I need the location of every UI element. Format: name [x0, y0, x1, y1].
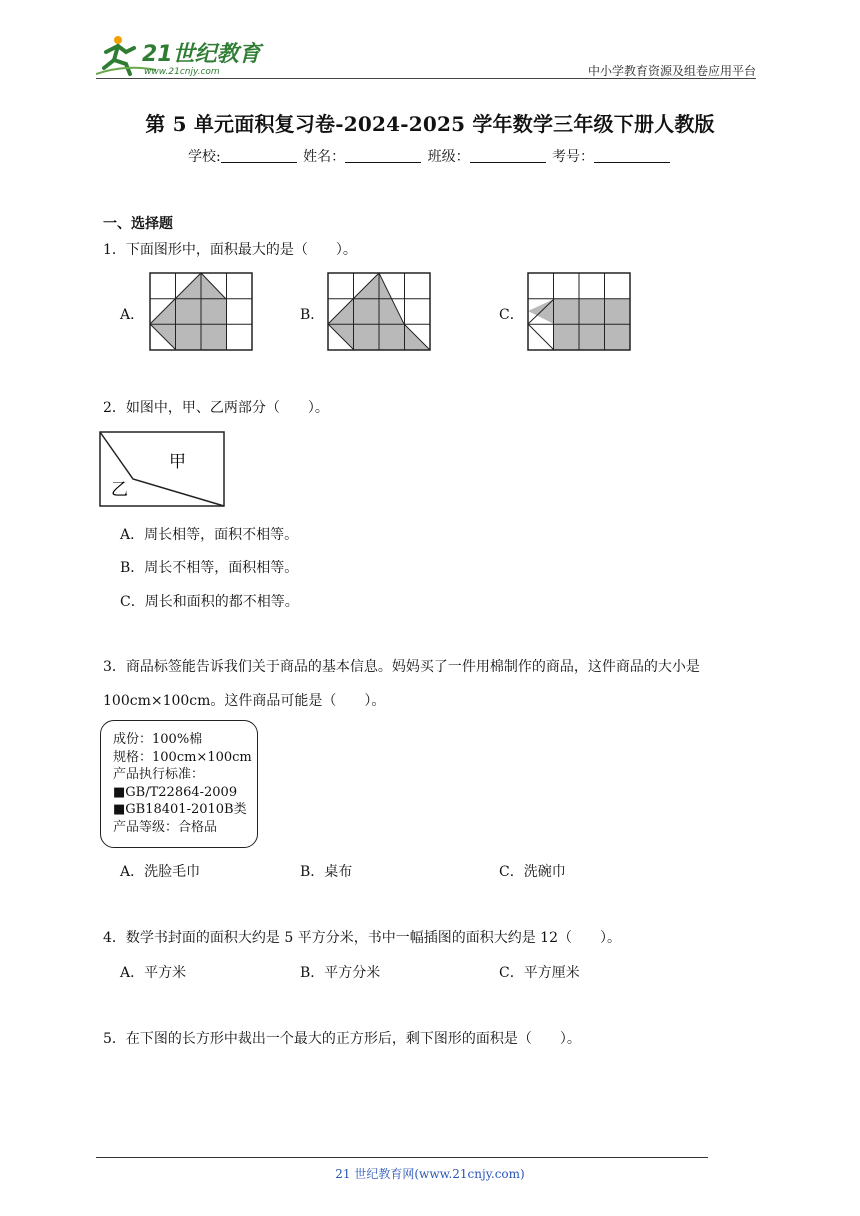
logo-text: 21世纪教育 — [142, 42, 261, 67]
footer-link[interactable]: 21 世纪教育网(www.21cnjy.com) — [335, 1167, 525, 1181]
label-line: 规格：100cm×100cm — [113, 749, 252, 765]
q1-figure-a — [148, 271, 256, 353]
header-divider — [96, 78, 756, 79]
region-yi-label: 乙 — [111, 480, 128, 500]
q1-option-c[interactable]: C． — [499, 307, 524, 323]
school-field[interactable] — [221, 148, 297, 163]
q1-option-a[interactable]: A． — [120, 307, 145, 323]
student-info — [0, 146, 860, 166]
class-field[interactable] — [470, 148, 546, 163]
site-name: 中小学教育资源及组卷应用平台 — [587, 64, 756, 78]
label-line: ■GB18401-2010B类 — [113, 802, 247, 817]
q4-option-a[interactable]: A．平方米 — [120, 965, 187, 981]
question-3-text-line1: 3．商品标签能告诉我们关于商品的基本信息。妈妈买了一件用棉制作的商品，这件商品的大小是 — [103, 659, 700, 675]
question-1-text: 1．下面图形中，面积最大的是（ ）。 — [103, 242, 357, 258]
question-5-text: 5．在下图的长方形中裁出一个最大的正方形后，剩下图形的面积是（ ）。 — [103, 1031, 581, 1047]
question-2-text: 2．如图中，甲、乙两部分（ ）。 — [103, 400, 329, 416]
number-label: 考号： — [552, 149, 595, 165]
name-field[interactable] — [345, 148, 421, 163]
label-line: 产品执行标准： — [113, 767, 205, 782]
region-jia-label: 甲 — [169, 452, 186, 472]
q4-option-c[interactable]: C．平方厘米 — [499, 965, 580, 981]
page-title: 第 5 单元面积复习卷-2024-2025 学年数学三年级下册人教版 — [145, 112, 715, 136]
section-heading: 一、选择题 — [103, 216, 173, 232]
q2-option-a[interactable]: A．周长相等，面积不相等。 — [120, 527, 299, 543]
question-3-text-line2: 100cm×100cm。这件商品可能是（ ）。 — [103, 693, 386, 709]
q4-option-b[interactable]: B．平方分米 — [300, 965, 381, 981]
q1-figure-b — [326, 271, 434, 353]
shaded-shape — [150, 273, 226, 350]
site-logo — [96, 34, 266, 78]
name-label: 姓名： — [303, 149, 346, 165]
label-line: ■GB/T22864-2009 — [113, 784, 238, 800]
q2-figure — [99, 431, 227, 509]
q2-option-b[interactable]: B．周长不相等，面积相等。 — [120, 560, 299, 576]
q3-option-c[interactable]: C．洗碗巾 — [499, 864, 566, 880]
product-label — [100, 720, 258, 848]
class-label: 班级： — [427, 149, 470, 165]
number-field[interactable] — [594, 148, 670, 163]
footer-divider — [96, 1157, 708, 1158]
q1-figure-c — [526, 271, 634, 353]
label-line: 产品等级：合格品 — [113, 819, 218, 835]
q2-option-c[interactable]: C．周长和面积的都不相等。 — [120, 594, 299, 610]
question-4-text: 4．数学书封面的面积大约是 5 平方分米，书中一幅插图的面积大约是 12（ ）。 — [103, 930, 621, 946]
q1-option-b[interactable]: B． — [300, 307, 325, 323]
school-label: 学校: — [187, 149, 221, 165]
label-line: 成份：100%棉 — [113, 732, 203, 747]
q3-option-a[interactable]: A．洗脸毛巾 — [120, 864, 201, 880]
q3-option-b[interactable]: B．桌布 — [300, 864, 353, 880]
logo-url: www.21cnjy.com — [144, 67, 220, 77]
